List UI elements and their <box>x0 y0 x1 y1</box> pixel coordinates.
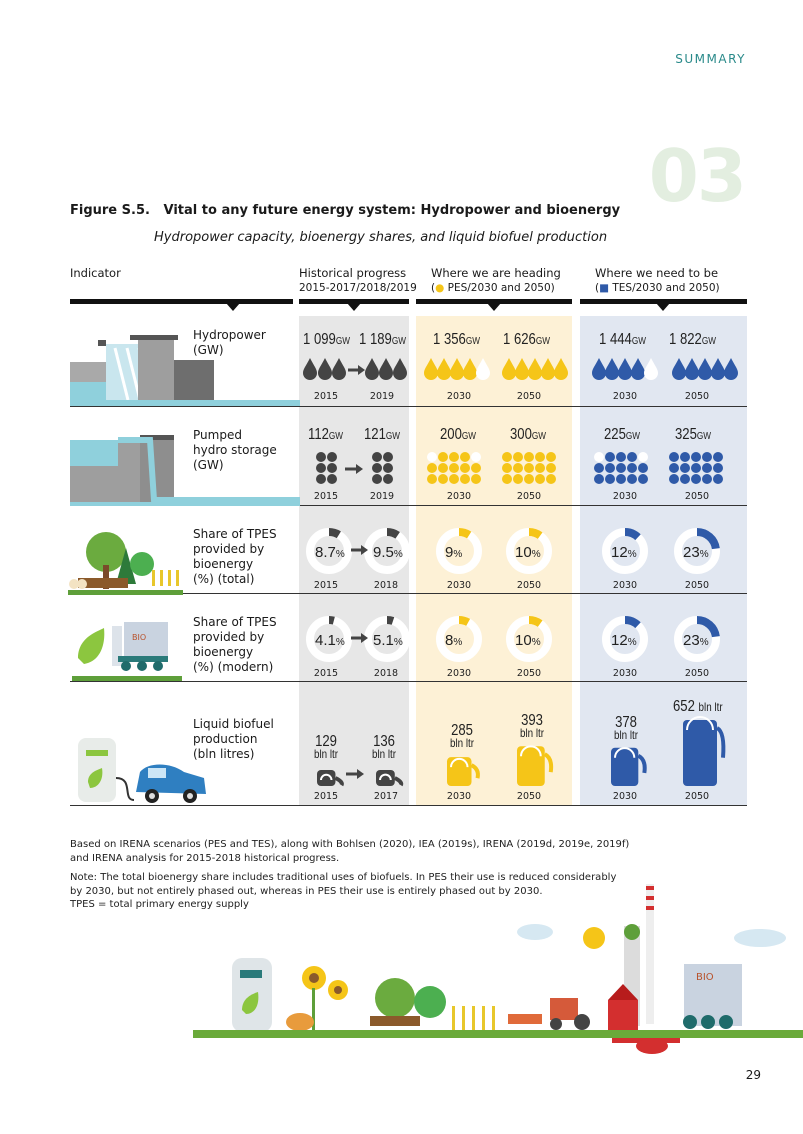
year-label: 2015 <box>313 580 339 591</box>
value-number: 1 444 <box>599 331 632 348</box>
page-number: 29 <box>745 1068 761 1082</box>
figure-subtitle: Hydropower capacity, bioenergy shares, and liquid biofuel production <box>154 230 608 245</box>
year-label: 2015 <box>313 391 339 402</box>
value-unit: GW <box>391 336 406 347</box>
year-label: 2050 <box>684 668 710 679</box>
donut-share-arc <box>529 532 540 536</box>
donut-value-label: 12% <box>611 632 637 649</box>
hydro-2015-value <box>303 331 350 349</box>
pumped-pes-2050-value <box>510 426 546 444</box>
donut-value-label: 12% <box>611 544 637 561</box>
donut-value-label: 8% <box>445 632 463 649</box>
value-number: 1 189 <box>359 331 392 348</box>
donut-value-label: 23% <box>683 544 709 561</box>
donut-value-label: 10% <box>515 544 541 561</box>
year-label: 2050 <box>516 391 542 402</box>
header-bar-indicator <box>70 299 293 304</box>
value-number: 285 <box>451 722 473 739</box>
donut-share-arc <box>329 620 334 621</box>
forest-illustration-icon <box>68 530 183 596</box>
donut-value-label: 23% <box>683 632 709 649</box>
donut-share-arc <box>697 532 716 549</box>
year-label: 2030 <box>612 391 638 402</box>
row-label-share-total: Share of TPES provided by bioenergy (%) (total) <box>193 527 277 586</box>
pumped-storage-illustration-icon <box>70 430 300 508</box>
col-historical-sub: 2015-2017/2018/2019 <box>299 282 417 294</box>
dam-illustration-icon <box>70 330 300 408</box>
note-line: and IRENA analysis for 2015-2018 historical progress. <box>70 852 340 864</box>
pumped-2015-value <box>308 426 343 444</box>
donut-share-arc <box>387 532 398 535</box>
fuel-pump-icon <box>683 717 723 786</box>
fuel-pump-icon <box>317 770 342 786</box>
value-unit: bln ltr <box>450 736 475 750</box>
value-unit: GW <box>385 431 401 442</box>
year-label: 2050 <box>684 791 710 802</box>
year-label: 2018 <box>373 668 399 679</box>
drop-icons-heading <box>424 358 568 380</box>
notch-icon <box>487 303 501 311</box>
fuel-pump-icon <box>517 746 551 786</box>
value-number: 1 626 <box>503 331 536 348</box>
col-historical-title: Historical progress <box>299 266 407 280</box>
section-label: SUMMARY <box>675 52 746 66</box>
value-number: 136 <box>373 733 395 750</box>
value-unit: bln ltr <box>698 700 723 714</box>
biofuel-pump-icons <box>299 690 747 790</box>
value-number: 200 <box>440 426 462 443</box>
fuel-pump-icon <box>447 757 478 786</box>
pumped-dot-icons <box>299 449 747 487</box>
col-need-title: Where we need to be <box>595 266 719 280</box>
year-label: 2030 <box>612 580 638 591</box>
value-number: 1 356 <box>433 331 466 348</box>
bioenergy-landscape-illustration-icon <box>190 880 803 1060</box>
value-unit: bln ltr <box>372 747 397 761</box>
arrow-icon <box>346 769 364 779</box>
year-label: 2030 <box>612 668 638 679</box>
fuel-pump-icon <box>611 748 645 786</box>
value-unit: GW <box>701 336 716 347</box>
hydro-pes-2030-value <box>433 331 480 349</box>
year-label: 2015 <box>313 791 339 802</box>
hydro-tes-2030-value <box>599 331 646 349</box>
share-modern-donuts <box>299 608 747 670</box>
share-total-donuts <box>299 520 747 582</box>
value-unit: GW <box>531 431 547 442</box>
year-label: 2030 <box>446 580 472 591</box>
drop-icons-need <box>592 358 738 380</box>
chapter-number: 03 <box>648 134 745 218</box>
col-historical <box>299 266 417 296</box>
col-heading-sub: PES/2030 and 2050) <box>447 282 555 294</box>
note-line: Based on IRENA scenarios (PES and TES), along with Bohlsen (2020), IEA (2019s), IRENA (2019d, 2019e, 2019f) <box>70 839 630 850</box>
row-label-pumped-hydro: Pumped hydro storage (GW) <box>193 428 277 472</box>
note-line: Note: The total bioenergy share includes traditional uses of biofuels. In PES their use is reduced considerably <box>70 872 617 883</box>
bio-plant-illustration-icon <box>72 618 182 684</box>
value-number: 300 <box>510 426 532 443</box>
year-label: 2050 <box>684 391 710 402</box>
pes-dot-icon: ● <box>435 282 445 294</box>
value-unit: GW <box>535 336 550 347</box>
donut-share-arc <box>459 620 468 622</box>
year-label: 2050 <box>516 791 542 802</box>
pumped-pes-2030-value <box>440 426 476 444</box>
hydro-pes-2050-value <box>503 331 550 349</box>
value-unit: bln ltr <box>314 747 339 761</box>
col-need: Where we need to be (■ TES/2030 and 2050) <box>595 266 720 294</box>
notch-icon <box>226 303 240 311</box>
value-number: 393 <box>521 712 543 729</box>
donut-share-arc <box>625 532 638 537</box>
value-number: 1 822 <box>669 331 702 348</box>
donut-share-arc <box>529 620 540 624</box>
pumped-tes-2030-value <box>604 426 640 444</box>
donut-value-label: 10% <box>515 632 541 649</box>
value-number: 121 <box>364 426 386 443</box>
value-unit: GW <box>335 336 350 347</box>
donut-share-arc <box>329 532 339 535</box>
year-label: 2050 <box>684 491 710 502</box>
donut-value-label: 9.5% <box>373 544 403 561</box>
col-indicator: Indicator <box>70 266 121 280</box>
note-line: by 2030, but not entirely phased out, whereas in PES their use is entirely phased out by 2030. <box>70 885 543 897</box>
arrow-icon <box>345 464 363 474</box>
value-unit: GW <box>465 336 480 347</box>
year-label: 2030 <box>446 391 472 402</box>
year-label: 2030 <box>446 791 472 802</box>
value-unit: bln ltr <box>520 726 545 740</box>
value-number: 112 <box>308 426 329 443</box>
sun-icon <box>583 927 605 949</box>
year-label: 2030 <box>612 791 638 802</box>
hydro-tes-2050-value <box>669 331 716 349</box>
year-label: 2019 <box>369 491 395 502</box>
year-label: 2015 <box>313 668 339 679</box>
col-heading: Where we are heading (● PES/2030 and 2050) <box>431 266 561 294</box>
arrow-icon <box>348 365 365 375</box>
year-label: 2017 <box>373 791 399 802</box>
year-label: 2050 <box>516 491 542 502</box>
value-unit: bln ltr <box>614 728 639 742</box>
fuel-pump-icon <box>376 770 401 786</box>
value-unit: GW <box>461 431 477 442</box>
year-label: 2030 <box>446 668 472 679</box>
value-number: 325 <box>675 426 697 443</box>
donut-value-label: 9% <box>445 544 463 561</box>
value-unit: GW <box>696 431 712 442</box>
hydro-2019-value <box>359 331 406 349</box>
row-label-share-modern: Share of TPES provided by bioenergy (%) (modern) <box>193 615 277 674</box>
row-label-hydropower: Hydropower (GW) <box>193 328 266 357</box>
value-number: 129 <box>315 733 337 750</box>
year-label: 2050 <box>516 580 542 591</box>
bio-sign-label: BIO <box>132 633 147 642</box>
col-heading-title: Where we are heading <box>431 266 561 280</box>
pumped-2019-value <box>364 426 400 444</box>
donut-value-label: 8.7% <box>315 544 345 561</box>
figure-title: Figure S.5. Vital to any future energy system: Hydropower and bioenergy <box>70 203 621 218</box>
donut-share-arc <box>387 620 393 621</box>
value-number: 652 <box>673 698 695 715</box>
donut-value-label: 4.1% <box>315 632 345 649</box>
value-number: 1 099 <box>303 331 336 348</box>
source-note <box>70 838 629 865</box>
year-label: 2030 <box>446 491 472 502</box>
col-need-sub: TES/2030 and 2050) <box>612 282 720 294</box>
bio-sign-label: BIO <box>696 972 714 983</box>
value-unit: GW <box>328 431 344 442</box>
value-number: 378 <box>615 714 637 731</box>
dot-cluster-heading <box>427 452 556 484</box>
year-label: 2019 <box>369 391 395 402</box>
value-unit: GW <box>631 336 646 347</box>
hydro-drop-icons <box>299 356 747 382</box>
donut-share-arc <box>459 532 469 535</box>
tes-square-icon: ■ <box>599 282 610 294</box>
dot-cluster-need <box>594 452 723 484</box>
pumped-tes-2050-value <box>675 426 711 444</box>
year-label: 2050 <box>516 668 542 679</box>
year-label: 2015 <box>313 491 339 502</box>
year-label: 2050 <box>684 580 710 591</box>
row-label-biofuel: Liquid biofuel production (bln litres) <box>193 717 274 761</box>
donut-share-arc <box>625 620 638 625</box>
notch-icon <box>656 303 670 311</box>
notch-icon <box>347 303 361 311</box>
donut-share-arc <box>697 620 716 637</box>
value-unit: GW <box>625 431 641 442</box>
year-label: 2030 <box>612 491 638 502</box>
donut-value-label: 5.1% <box>373 632 403 649</box>
biofuel-car-illustration-icon <box>78 738 218 806</box>
value-number: 225 <box>604 426 626 443</box>
year-label: 2018 <box>373 580 399 591</box>
note-line: TPES = total primary energy supply <box>70 899 249 910</box>
